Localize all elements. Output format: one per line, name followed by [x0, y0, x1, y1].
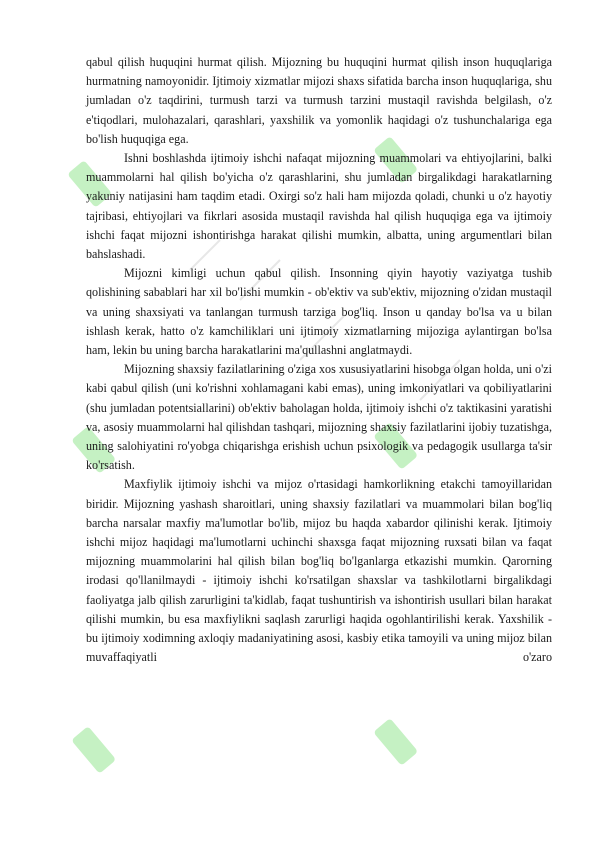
paragraph-5: Maxfiylik ijtimoiy ishchi va mijoz o'rtasidagi hamkorlikning etakchi tamoyillaridan biridir. Mijozning yashash sharoitlari, uning shaxsiy fazilatlari va muammolari bilan bog'liq barcha narsalar maxfiy ma'lumotlar bo'lib, mijoz bu haqda xabardor qilinishi kerak. Ijtimoiy ishchi mijoz haqidagi ma'lumotlarni uchinchi shaxsga faqat mijozning ruxsati bilan va faqat mijozning muammolarini hal qilish bilan bog'liq bo'lganlarga etkazishi mumkin. Qarorning irodasi qo'llanilmaydi - ijtimoiy ishchi ko'rsatilgan shaxslar va tashkilotlarni birgalikdagi faoliyatga jalb qilish zarurligini ta'kidlab, faqat tushuntirish va ishontirish usullari bilan harakat qilishi mumkin, bu esa maxfiylikni saqlash zarurligi haqida ogohlantirilishi kerak. Yaxshilik - bu ijtimoiy xodimning axloqiy madaniyatining asosi, kasbiy etika tamoyili va uning mijoz bilan muvaffaqiyatli o'zaro	[86, 477, 552, 665]
document-page	[86, 53, 552, 668]
paragraph-2: Ishni boshlashda ijtimoiy ishchi nafaqat mijozning muammolari va ehtiyojlarini, balki muammolarni hal qilish bo'yicha o'z qarashlarini, shu jumladan birgalikdagi harakatlarning yakuniy natijasini ham taqdim etadi. Oxirgi so'z hali ham mijozda qoladi, chunki u o'z hayotiy tajribasi, ehtiyojlari va fikrlari asosida mustaqil ravishda hal qilish huquqiga ega va ijtimoiy ishchi faqat mijozni ishontirishga harakat qilishi mumkin, albatta, uning argumentlari bilan bahslashadi.	[86, 151, 552, 262]
paragraph-3: Mijozni kimligi uchun qabul qilish. Insonning qiyin hayotiy vaziyatga tushib qolishining sabablari har xil bo'lishi mumkin - ob'ektiv va sub'ektiv, mijozning o'zidan mustaqil va uning shaxsiyati va tanlangan turmush tarziga bog'liq. Inson u qanday bo'lsa va u bilan ishlash kerak, hatto o'z kamchiliklari uni ijtimoiy xizmatlarning mijoziga aylantirgan bo'lsa ham, lekin bu uning barcha harakatlarini ma'qullashni anglatmaydi.	[86, 266, 552, 358]
paragraph-4: Mijozning shaxsiy fazilatlarining o'ziga xos xususiyatlarini hisobga olgan holda, uni o'zi kabi qabul qilish (uni ko'rishni xohlamagani kabi emas), uning imkoniyatlari va qobiliyatlarini (shu jumladan potentsiallarini) ob'ektiv baholagan holda, ijtimoiy ishchi o'z taktikasini yaratishi va, asosiy muammolarni hal qilishdan tashqari, mijozning shaxsiy fazilatlarini ijobiy tuzatishga, uning salohiyatini ro'yobga chiqarishga erishish uchun psixologik va pedagogik usullarga ta'sir ko'rsatish.	[86, 362, 552, 473]
paragraph-1: qabul qilish huquqini hurmat qilish. Mijozning bu huquqini hurmat qilish inson huquqlariga hurmatning namoyonidir. Ijtimoiy xizmatlar mijozi shaxs sifatida barcha inson huquqlariga, shu jumladan o'z taqdirini, turmush tarzi va turmush tarzini mustaqil ravishda belgilash, o'z e'tiqodlari, mulohazalari, qarashlari, yaxshilik va yomonlik haqidagi o'z tushunchalariga ega bo'lish huquqiga ega.	[86, 55, 552, 146]
